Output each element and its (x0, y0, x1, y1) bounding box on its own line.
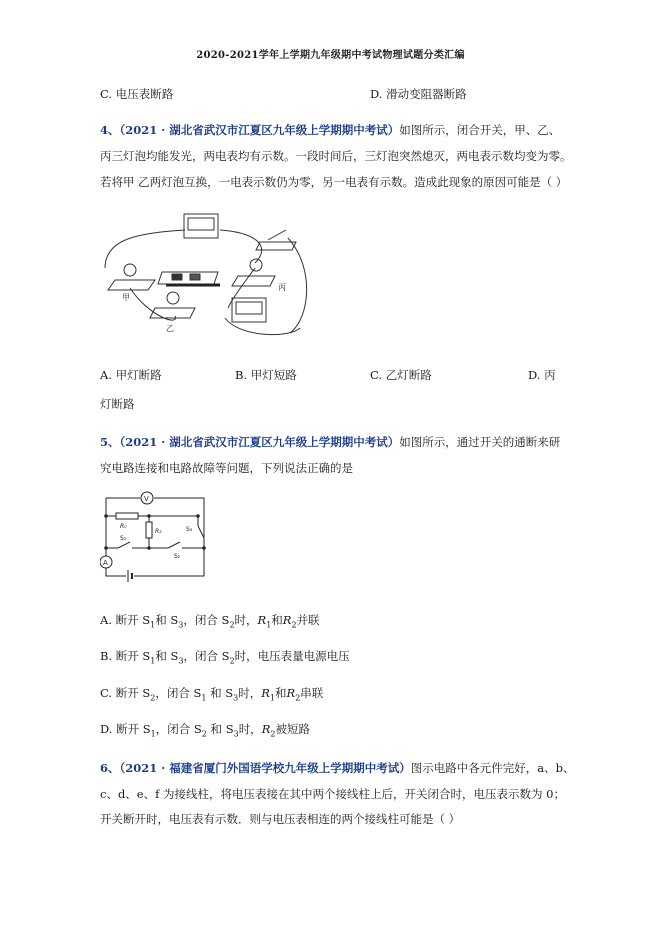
q6-stem-1: 图示电路中各元件完好，a、b、 (410, 761, 575, 775)
q6-source: （2021 · 福建省厦门外国语学校九年级上学期期中考试） (119, 761, 411, 775)
q6-stem-3: 开关断开时，电压表有示数．则与电压表相连的两个接线柱可能是（ ） (100, 812, 461, 826)
q4-stem-2: 丙三灯泡均能发光，两电表均有示数。一段时间后，三灯泡突然熄灭，两电表示数均变为零。 (100, 149, 572, 163)
q5-stem-1: 如图所示，通过开关的通断来研 (399, 435, 561, 449)
q4-stem-3: 若将甲 乙两灯泡互换，一电表示数仍为零，另一电表有示数。造成此现象的原因可能是（ ） (100, 175, 568, 189)
q4-label-yi: 乙 (166, 324, 174, 333)
q4-source: （2021 · 湖北省武汉市江夏区九年级上学期期中考试） (119, 123, 400, 137)
q6-line-1 (100, 760, 575, 776)
q5-option-c: C. 断开 $S_2$，闭合 $S_1$ 和 $S_3$时，$R_1$和$R_2$串联 (100, 686, 324, 703)
q5-stem-2: 究电路连接和电路故障等问题，下列说法正确的是 (100, 461, 353, 475)
q5-s2-label: S₂ (174, 553, 181, 560)
q5-s3-label: S₃ (186, 526, 193, 533)
q4-label-jia: 甲 (122, 293, 130, 302)
page-header: 2020-2021学年上学期九年级期中考试物理试题分类汇编 (196, 50, 465, 61)
q5-r0-label: R₀ (120, 523, 127, 530)
q5-source: （2021 · 湖北省武汉市江夏区九年级上学期期中考试） (119, 435, 400, 449)
q5-option-d: D. 断开 $S_1$，闭合 $S_2$ 和 $S_3$时，$R_2$被短路 (100, 722, 310, 739)
q5-option-a: A. 断开 $S_1$和 $S_3$，闭合 $S_2$时，$R_1$和$R_2$并联 (100, 613, 320, 630)
q4-circuit-figure (100, 208, 320, 348)
prev-option-c: C. 电压表断路 (100, 87, 174, 101)
q5-number: 5、 (100, 435, 120, 449)
q5-circuit-figure (100, 486, 212, 586)
q5-ammeter-label: A (103, 559, 108, 567)
q5-option-b: B. 断开 $S_1$和 $S_3$，闭合 $S_2$时，电压表量电源电压 (100, 649, 350, 666)
q5-voltmeter-label: V (144, 495, 149, 503)
q4-stem-1: 如图所示，闭合开关，甲、乙、 (399, 123, 561, 137)
q4-option-d: D. 丙 (528, 368, 556, 382)
q5-s1-label: S₁ (120, 535, 127, 542)
q4-option-d-cont: 灯断路 (100, 397, 135, 411)
q4-option-b: B. 甲灯短路 (235, 368, 297, 382)
q5-r2-label: R₂ (155, 528, 162, 535)
q5-line-1 (100, 434, 560, 450)
q4-label-bing: 丙 (278, 283, 286, 292)
q4-line-1 (100, 122, 560, 138)
q4-option-a: A. 甲灯断路 (100, 368, 162, 382)
q6-number: 6、 (100, 761, 120, 775)
q4-number: 4、 (100, 123, 120, 137)
q4-option-c: C. 乙灯断路 (370, 368, 432, 382)
prev-option-d: D. 滑动变阻器断路 (370, 87, 467, 101)
q6-stem-2: c、d、e、f 为接线柱，将电压表接在其中两个接线柱上后，开关闭合时，电压表示数为 0； (100, 787, 565, 801)
